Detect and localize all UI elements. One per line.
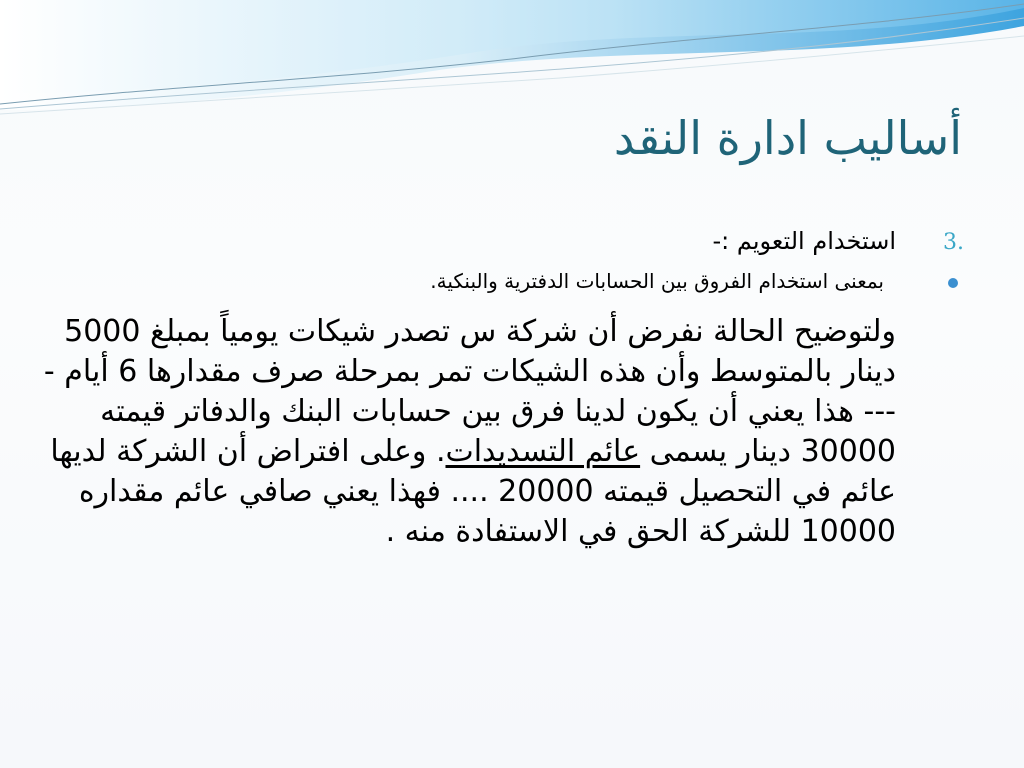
decorative-header-waves <box>0 0 1024 120</box>
paragraph-line-4-suffix: . وعلى افتراض أن الشركة لديها <box>50 434 446 469</box>
section-heading-row <box>64 223 964 259</box>
slide-title: أساليب ادارة النقد <box>613 111 962 165</box>
paragraph-line-4 <box>50 432 896 472</box>
paragraph-line-6: 10000 للشركة الحق في الاستفادة منه . <box>385 514 896 549</box>
example-paragraph <box>43 312 896 552</box>
section-number: .3 <box>943 230 964 255</box>
payment-float-term: عائم التسديدات <box>445 434 641 469</box>
paragraph-line-5: عائم في التحصيل قيمته 20000 .... فهذا يعني صافي عائم مقداره <box>78 474 896 509</box>
paragraph-line-1: ولتوضيح الحالة نفرض أن شركة س تصدر شيكات يومياً بمبلغ 5000 <box>64 314 896 349</box>
bullet-row <box>64 267 896 297</box>
bullet-text: بمعنى استخدام الفروق بين الحسابات الدفترية والبنكية. <box>430 269 884 293</box>
header-wave-highlight <box>0 0 1024 94</box>
bullet-dot-icon <box>948 278 958 288</box>
paragraph-line-3: --- هذا يعني أن يكون لدينا فرق بين حسابات البنك والدفاتر قيمته <box>100 394 896 429</box>
paragraph-line-4-prefix: 30000 دينار يسمى <box>640 434 896 469</box>
slide-body <box>43 223 964 552</box>
section-heading: استخدام التعويم :- <box>712 227 896 255</box>
paragraph-line-2: دينار بالمتوسط وأن هذه الشيكات تمر بمرحلة صرف مقدارها 6 أيام - <box>43 354 896 389</box>
